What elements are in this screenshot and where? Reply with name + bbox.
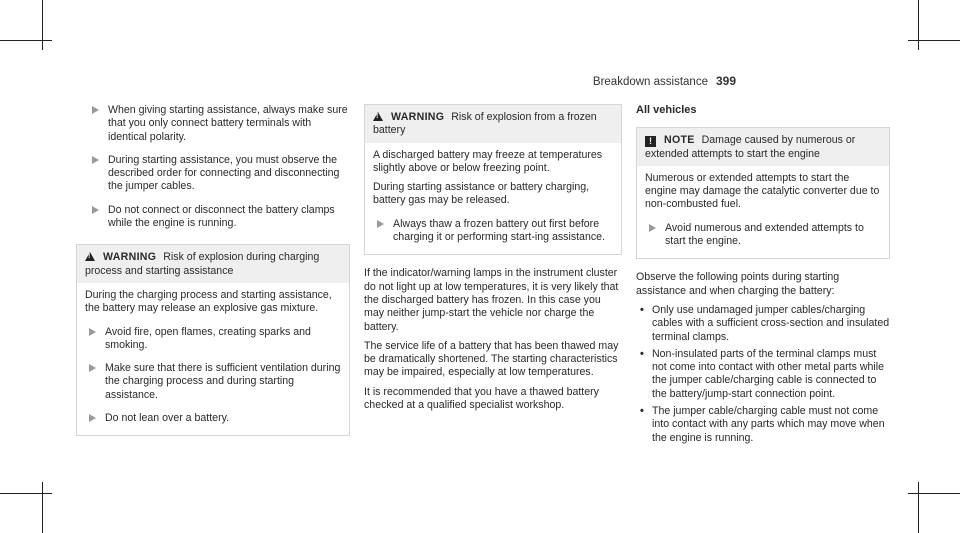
note-title: Damage caused by numerous or extended attempts to start the engine <box>645 134 856 160</box>
list-item: • The jumper cable/charging cable must not come into contact with any parts which may move when the engine is running. <box>640 405 885 444</box>
instruction-item: Avoid numerous and extended attempts to start the engine. <box>645 222 881 249</box>
section-title: Breakdown assistance <box>592 76 708 88</box>
note-label: NOTE <box>664 134 695 147</box>
bullet-dot: • <box>640 347 644 360</box>
note-header <box>637 128 889 166</box>
warning-text: A discharged battery may freeze at temperatures slightly above or below freezing point. <box>373 148 603 174</box>
warning-text: During the charging process and starting assistance, the battery may release an explosive gas mixture. <box>85 288 332 315</box>
note-body <box>637 166 889 258</box>
warning-triangle-icon <box>85 252 95 261</box>
arrow-icon <box>89 414 96 422</box>
warning-label: WARNING <box>103 251 157 264</box>
warning-text: During starting assistance or battery charging, battery gas may be released. <box>373 181 590 207</box>
note-box <box>636 127 890 259</box>
bullet-dot: • <box>640 405 644 418</box>
list-item: • Only use undamaged jumper cables/charging cables with a sufficient cross-section and insulated terminal clamps. <box>640 303 890 343</box>
exclamation-icon: ! <box>645 136 656 147</box>
page-header <box>593 74 736 88</box>
body-text: If the indicator/warning lamps in the instrument cluster do not light up at low temperatures, it is very likely that the discharged battery has frozen. In this case you may neither jump-start the vehicle nor charge the battery. The service life of a battery that has been thawed may be dramatically shortened. The starting characteristics may be impaired, especially at low temperatures. It is recommended that you have a thawed battery checked at a qualified specialist workshop. <box>364 267 619 412</box>
warning-header <box>365 105 621 143</box>
note-text: Numerous or extended attempts to start the engine may damage the catalytic converter due to non-combusted fuel. <box>645 171 880 211</box>
arrow-icon <box>89 364 96 372</box>
instruction-item: Avoid fire, open flames, creating sparks and smoking. <box>85 326 341 353</box>
instruction-item: Do not connect or disconnect the battery clamps while the engine is running. <box>88 204 350 231</box>
warning-header <box>77 245 349 283</box>
instruction-item: Always thaw a frozen battery out first before charging it or performing start-ing assistance. <box>373 218 613 245</box>
list-item: • Non-insulated parts of the terminal clamps must not come into contact with other metal parts while the jumper cable/charging cable is connected to the battery/jump-start connection point. <box>640 347 884 400</box>
arrow-icon <box>92 106 99 114</box>
crop-mark <box>42 0 43 50</box>
crop-mark <box>908 40 960 41</box>
arrow-icon <box>92 156 99 164</box>
crop-mark <box>0 493 52 494</box>
instruction-item: When giving starting assistance, always make sure that you only connect battery terminals with identical polarity. <box>88 104 350 144</box>
crop-mark <box>42 482 43 533</box>
section-heading: All vehicles <box>636 104 697 116</box>
arrow-icon <box>377 220 384 228</box>
bullet-dot: • <box>640 303 644 316</box>
column-2 <box>364 104 622 418</box>
warning-triangle-icon <box>373 112 383 121</box>
warning-title: Risk of explosion during charging process and starting assistance <box>85 251 320 277</box>
warning-label: WARNING <box>391 111 445 123</box>
crop-mark <box>918 0 919 50</box>
warning-box-frozen <box>364 104 622 255</box>
arrow-icon <box>89 328 96 336</box>
instruction-item: Do not lean over a battery. <box>85 412 341 425</box>
instruction-item: Make sure that there is sufficient ventilation during the charging process and during starting assistance. <box>85 362 341 402</box>
column-3 <box>636 104 890 449</box>
page-number: 399 <box>715 74 736 88</box>
warning-body <box>365 143 621 255</box>
body-text: Observe the following points during starting assistance and when charging the battery: • Only use undamaged jumper cables/charging cables with a sufficient cross-section and insulated terminal clamps. • Non-insulated parts of the terminal clamps must not come into contact with other metal parts while the jumper cable/charging cable is connected to the battery/jump-start connection point. • The jumper cable/charging cable must not come into contact with any parts which may move when the engine is running. <box>636 271 890 444</box>
arrow-icon <box>92 206 99 214</box>
crop-mark <box>0 40 52 41</box>
crop-mark <box>908 493 960 494</box>
warning-title: Risk of explosion from a frozen battery <box>373 111 597 137</box>
crop-mark <box>918 482 919 533</box>
warning-box-explosion <box>76 244 350 436</box>
arrow-icon <box>649 224 656 232</box>
instruction-item: During starting assistance, you must observe the described order for connecting and disconnecting the jumper cables. <box>88 154 350 194</box>
warning-body <box>77 283 349 435</box>
column-1 <box>85 104 350 436</box>
